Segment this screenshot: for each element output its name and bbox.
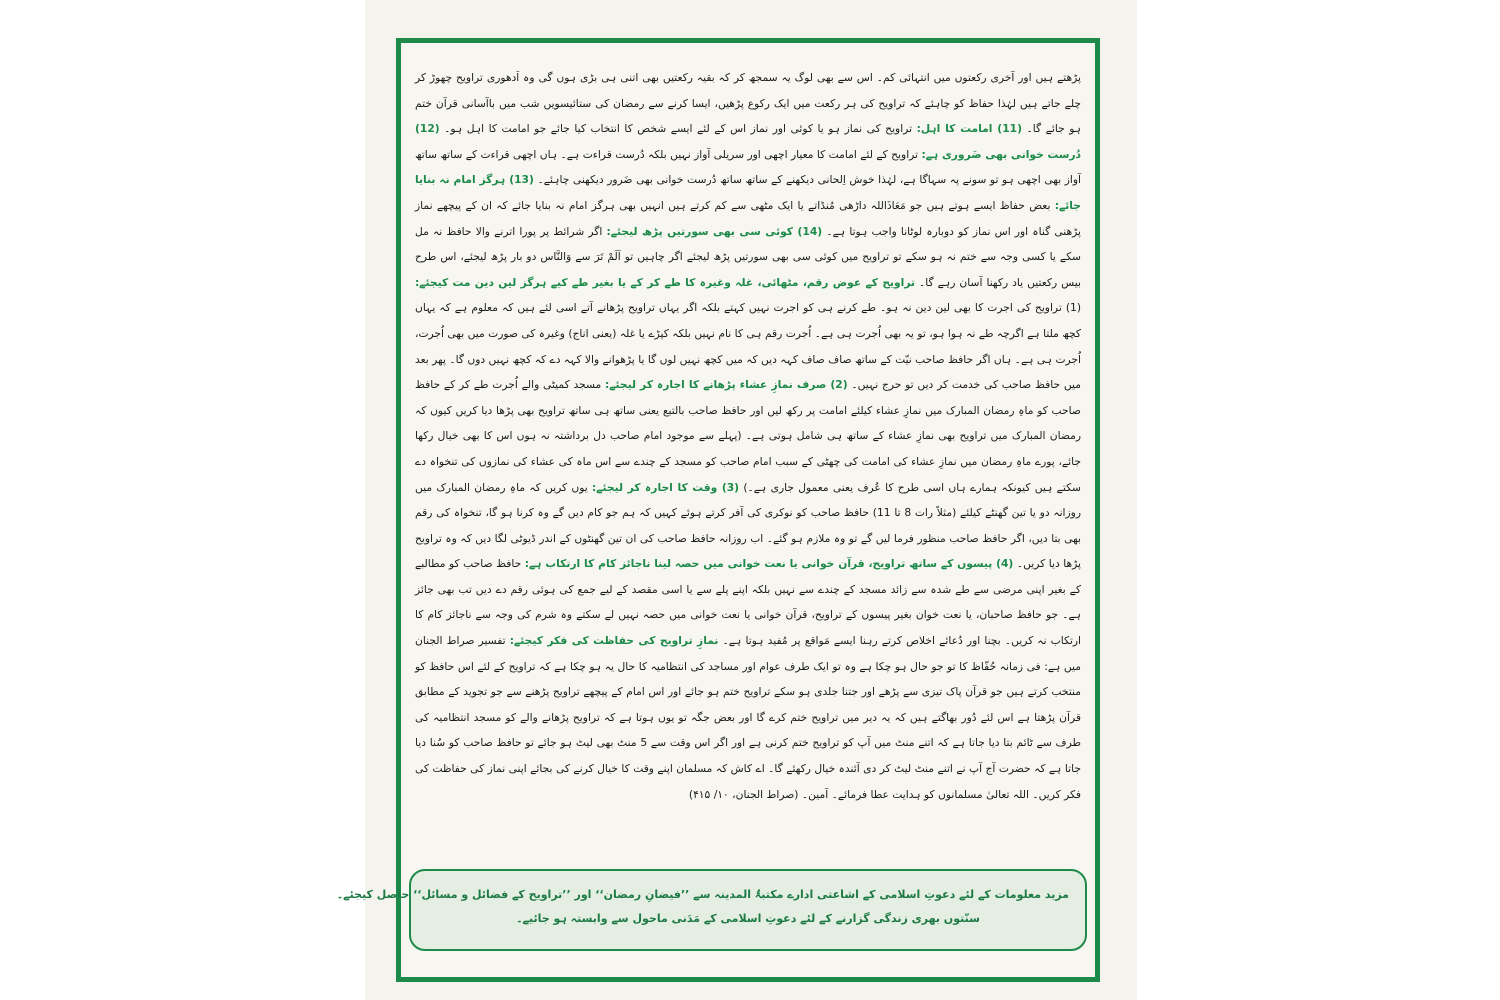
body-segment: یوں کریں کہ ماہِ رمضان المبارک میں روزانہ دو یا تین گھنٹے کیلئے (مثلاً رات 8 تا 11) حافظ صاحب کو نوکری کی آفر کرتے ہوئے کہیں کہ ہم جو کام دیں گے وہ کرنا ہو گا، تنخواہ کی رقم بھی بتا دیں، اگر حافظ صاحب منظور فرما لیں گے تو وہ ملازم ہو گئے۔ اب روزانہ حافظ صاحب کی ان تین گھنٹوں کے اندر ڈیوٹی لگا دیں کہ وہ تراویح پڑھا دیا کریں۔ <box>415 480 1082 571</box>
section-heading: (12) دُرست خوانی بھی ضَروری ہے: <box>415 122 1081 161</box>
section-heading: (2) صرف نمازِ عشاء پڑھانے کا اجارہ کر لیجئے: <box>604 378 848 392</box>
section-heading: (3) وقت کا اجارہ کر لیجئے: <box>591 480 740 494</box>
footer-notice-box <box>336 869 1087 951</box>
article-body <box>415 65 1081 890</box>
section-heading: نمازِ تراویح کی حفاظت کی فکر کیجئے: <box>509 634 719 648</box>
body-segment: (1) تراویح کی اجرت کا بھی لین دین نہ ہو۔ طے کرنے ہی کو اجرت نہیں کہتے بلکہ اگر یہاں تراویح پڑھانے آتے اسی لئے ہیں کہ معلوم ہے کہ یہاں کچھ ملتا ہے اگرچہ طے نہ ہوا ہو، تو یہ بھی اُجرت ہی ہے۔ اُجرت رقم ہی کا نام نہیں بلکہ کپڑے یا غلہ (یعنی اناج) وغیرہ کی صورت میں بھی اُجرت، اُجرت ہی ہے۔ ہاں اگر حافظ صاحب نیّت کے ساتھ صاف صاف کہہ دیں کہ میں کچھ نہیں لوں گا یا پڑھوانے والا کہہ دے کہ کچھ نہیں دوں گا۔ پھر بعد میں حافظ صاحب کی خدمت کر دیں تو حرج نہیں۔ <box>415 301 1081 392</box>
section-heading: (4) پیسوں کے ساتھ تراویح، قرآن خوانی یا نعت خوانی میں حصہ لینا ناجائز کام کا ارتکاب ہے: <box>524 557 1014 571</box>
body-segment: تراویح کی نماز ہو یا کوئی اور نماز اس کے لئے ایسے شخص کا انتخاب کیا جائے جو امامت کا اہل ہو۔ <box>439 122 917 136</box>
section-heading: تراویح کے عوض رقم، مٹھائی، غلہ وغیرہ کا طے کر کے یا بغیر طے کیے ہرگز لین دین مت کیجئے: <box>415 275 916 289</box>
body-segment: اگر شرائط پر پورا اترنے والا حافظ نہ مل سکے یا کسی وجہ سے ختم نہ ہو سکے تو تراویح میں کوئی سی بھی سورتیں پڑھ لیجئے اگر چاہیں تو اَلَمْ تَرَ سے وَالنَّاس دو بار پڑھ لیجئے، اس طرح بیس رکعتیں یاد رکھنا آسان رہے گا۔ <box>415 224 1081 289</box>
section-heading: (14) کوئی سی بھی سورتیں پڑھ لیجئے: <box>606 224 823 238</box>
green-border-frame <box>336 38 1100 982</box>
section-heading: (11) امامت کا اہل: <box>916 122 1022 136</box>
footer-line-1: مزید معلومات کے لئے دعوتِ اسلامی کے اشاعتی ادارے مکتبۃُ المدینہ سے ’’فیضانِ رمضان‘‘ اور ’’تراویح کے فضائل و مسائل‘‘ حاصل کیجئے۔ <box>336 888 1069 901</box>
body-segment: تراویح کے لئے امامت کا معیار اچھی اور سریلی آواز نہیں بلکہ دُرست قراءت ہے۔ ہاں اچھی قراءت کے ساتھ ساتھ آواز بھی اچھی ہو تو سونے پہ سہاگا ہے، لہٰذا خوش اِلحانی دیکھنے کے ساتھ ساتھ دُرست خوانی بھی ضَرور دیکھنی چاہئے۔ <box>415 147 1082 187</box>
section-heading: (13) ہرگز امام نہ بنایا جائے: <box>415 173 1081 212</box>
body-segment: حافظ صاحب کو مطالبے کے بغیر اپنی مرضی سے طے شدہ سے زائد مسجد کے چندے سے نہیں بلکہ اپنے پلے سے یا اسی مقصد کے لیے جمع کی ہوئی رقم دے دیں تب بھی جائز ہے۔ جو حافظ صاحبان، یا نعت خوان بغیر پیسوں کے تراویح، قرآن خوانی یا نعت خوانی میں حصہ نہیں لے سکتے وہ شرم کی وجہ سے ناجائز کام کا ارتکاب نہ کریں۔ بچنا اور دُعائے اخلاص کرتے رہنا ایسے مَواقع پر مُفید ہوتا ہے۔ <box>415 557 1082 648</box>
body-segment: بعض حفاظ ایسے ہوتے ہیں جو مَعَاذَاللہ داڑھی مُنڈاتے یا ایک مٹھی سے کم کرتے ہیں انہیں بھی ہرگز امام نہ بنایا جائے کہ ان کے پیچھے نماز پڑھنی گناہ اور اس نماز کو دوبارہ لوٹانا واجب ہوتا ہے۔ <box>415 198 1081 238</box>
footer-line-2: سنّتوں بھری زندگی گزارنے کے لئے دعوتِ اسلامی کے مَدَنی ماحول سے وابستہ ہو جائیے۔ <box>516 912 980 925</box>
body-segment: تفسیر صراط الجنان میں ہے: فی زمانہ حُفّاظ کا تو جو حال ہو چکا ہے وہ تو ایک طرف عوام اور مساجد کی انتظامیہ کا حال یہ ہو چکا ہے کہ تراویح کے لئے اس حافظ کو منتخب کرتے ہیں جو قرآن پاک تیزی سے پڑھے اور جتنا جلدی ہو سکے تراویح ختم ہو جائے اور اس امام کے پیچھے تراویح پڑھنے سے جو تجوید کے مطابق قرآن پڑھتا ہے اس لئے دُور بھاگتے ہیں کہ یہ دیر میں تراویح ختم کرے گا اور بعض جگہ تو یوں ہوتا ہے کہ تراویح پڑھانے والے کو مسجد انتظامیہ کی طرف سے ٹائم بتا دیا جاتا ہے کہ اتنے منٹ میں آپ کو تراویح ختم کرنی ہے اور اگر اس وقت سے 5 منٹ بھی لیٹ ہو جائے تو حافظ صاحب کو سُنا دیا جاتا ہے کہ حضرت آج آپ نے اتنے منٹ لیٹ کر دی آئندہ خیال رکھئے گا۔ اے کاش کہ مسلمان اپنے وقت کا خیال کرنے کی بجائے اپنی نماز کی حفاظت کی فکر کریں۔ اللہ تعالیٰ مسلمانوں کو ہدایت عطا فرمائے۔ آمین۔ <box>415 634 1081 801</box>
body-segment: مسجد کمیٹی والے اُجرت طے کر کے حافظ صاحب کو ماہِ رمضان المبارک میں نمازِ عشاء کیلئے امامت پر رکھ لیں اور حافظ صاحب بالتبع یعنی ساتھ ہی ساتھ تراویح بھی پڑھا دیا کریں کیوں کہ رمضان المبارک میں تراویح بھی نمازِ عشاء کے ساتھ ہی شامل ہوتی ہے۔ (پہلے سے موجود امام صاحب دل برداشتہ نہ ہوں اس کا بھی خیال رکھا جائے، پورے ماہِ رمضان میں نمازِ عشاء کی امامت کی چھٹی کے سبب امام صاحب کو مسجد کے چندے سے اس ماہ کی عشاء کی نمازوں کی تنخواہ دے سکتے ہیں کیونکہ ہمارے ہاں اسی طرح کا عُرف یعنی معمول جاری ہے۔) <box>415 378 1081 494</box>
body-segment: (صراط الجنان، ۱۰/ ۴۱۵) <box>688 787 799 801</box>
body-segment: پڑھتے ہیں اور آخری رکعتوں میں انتہائی کم۔ اس سے بھی لوگ یہ سمجھ کر کہ بقیہ رکعتیں بھی اتنی ہی بڑی ہوں گی وہ اَدھوری تراویح چھوڑ کر چلے جاتے ہیں لہٰذا حفاظ کو چاہئے کہ تراویح کی ہر رکعت میں ایک رکوع پڑھیں، ایسا کرنے سے رمضان کی ستائیسویں شب میں باآسانی قرآن ختم ہو جائے گا۔ <box>415 71 1081 136</box>
